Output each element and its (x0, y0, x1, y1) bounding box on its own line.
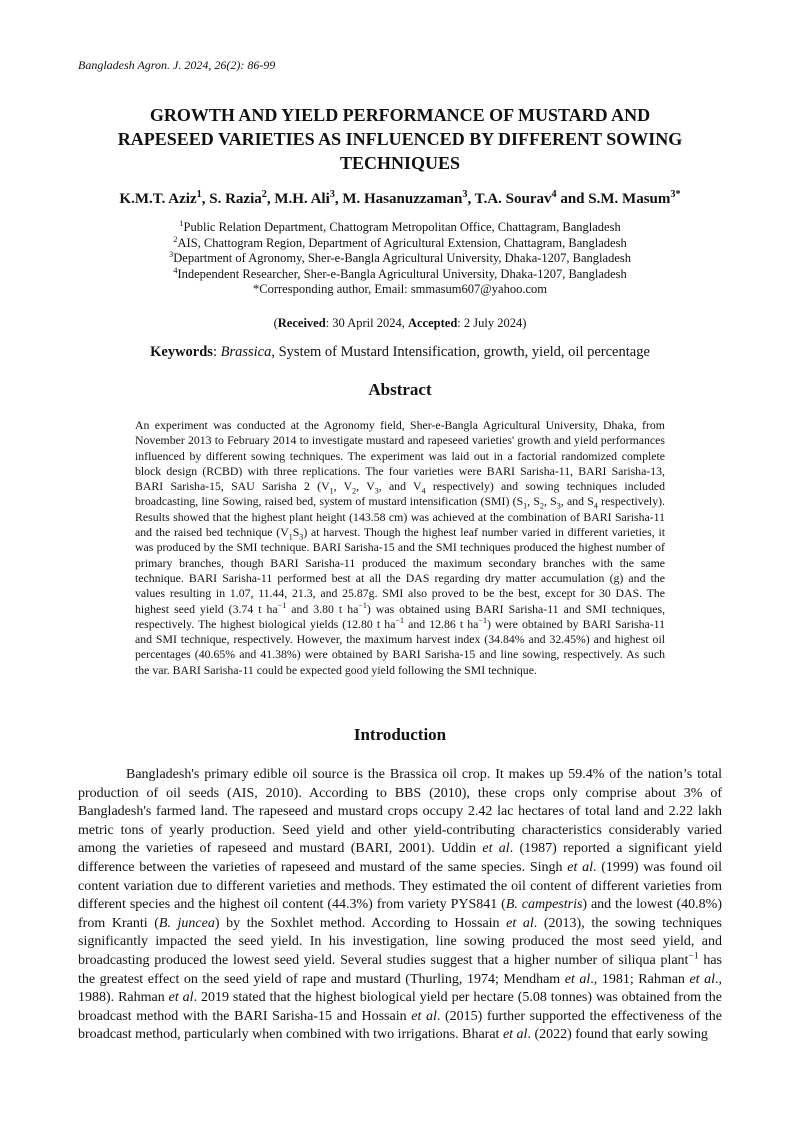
abstract-segment: V (366, 479, 375, 494)
abstract-segment: ) was obtained using BARI Sarisha-11 and SMI techniques, respectively. The highest biological yields (12.80 t ha (135, 601, 666, 631)
intro-segment: . (2022) found that early sowing (527, 1027, 708, 1043)
affiliation-text: Independent Researcher, Sher-e-Bangla Agricultural University, Dhaka-1207, Bangladesh (177, 266, 627, 281)
intro-italic: et al (567, 859, 594, 875)
intro-segment: . (1987) reported a significant yield difference between the varieties of rapeseed and mustard of the same species. Singh (78, 841, 722, 875)
abstract-segment: S (587, 494, 594, 509)
intro-segment: ) by the Soxhlet method. According to Hossain (214, 915, 507, 931)
abstract-segment: , (543, 494, 551, 509)
affiliation-mark: 2 (173, 233, 178, 244)
intro-italic: et al (502, 1027, 528, 1043)
abstract-segment: ) were obtained by BARI Sarisha-11 and SMI technique, respectively. However, the maximum harvest index (34.84% and 32.45%) and highest oil percentages (40.65% and 41.38%) were obtained by BARI Sarisha-15 and line sowing, respectively. As such the var. BARI Sarisha-11 could be expected good yield following the SMI technique. (135, 616, 665, 677)
keywords-line: Keywords: Brassica, System of Mustard Intensification, growth, yield, oil percentage (150, 344, 650, 360)
intro-italic: et al (689, 971, 716, 987)
subscript: 2 (352, 486, 357, 496)
abstract-heading: Abstract (368, 380, 432, 399)
abstract-segment: respectively) and sowing techniques included broadcasting, line Sowing, raised bed, system of mustard intensification (SMI) (S (135, 479, 666, 509)
abstract-segment: S (533, 494, 540, 509)
subscript: 3 (374, 486, 379, 496)
author-separator: and (556, 191, 589, 207)
subscript: 3 (556, 501, 561, 511)
intro-segment: . (1999) was found oil content variation due to different varieties and methods. They estimated the oil content of different varieties from different species and the highest oil content (44.3%) from variety PYS841 ( (78, 859, 722, 913)
superscript: −1 (358, 600, 367, 610)
abstract-segment: and 3.80 t ha (286, 601, 359, 616)
subscript: 1 (288, 532, 293, 542)
intro-italic: et al (482, 841, 510, 857)
intro-italic: et al (411, 1008, 437, 1024)
abstract-segment: An experiment was conducted at the Agronomy field, Sher-e-Bangla Agricultural University, Dhaka, from November 2013 to February 2014 to investigate mustard and rapeseed varieties' growth and yield performances influenced by different sowing techniques. The experiment was laid out in a factorial randomized complete block design (RCBD) with three replications. The four varieties were BARI Sarisha-11, BARI Sarisha-13, BARI Sarisha-15, SAU Sarisha 2 (V (135, 418, 665, 494)
abstract-segment: , (356, 479, 367, 494)
superscript: −1 (395, 615, 404, 625)
journal-citation: Bangladesh Agron. J. 2024, 26(2): 86-99 (78, 58, 276, 72)
introduction-text (78, 766, 722, 1045)
abstract-segment: S (292, 525, 300, 540)
intro-italic: et al (506, 915, 534, 931)
affiliation-text: Department of Agronomy, Sher-e-Bangla Agricultural University, Dhaka-1207, Bangladesh (173, 251, 631, 265)
accepted-label: Accepted (407, 316, 458, 330)
author-name: M. Hasanuzzaman (342, 191, 463, 207)
subscript: 4 (593, 501, 598, 511)
title-line: GROWTH AND YIELD PERFORMANCE OF MUSTARD AND (149, 105, 651, 125)
affiliation-mark: 4 (173, 264, 178, 275)
abstract-text (135, 418, 665, 678)
abstract-segment: , and (560, 494, 588, 509)
subscript: 1 (329, 486, 334, 496)
title-line: RAPESEED VARIETIES AS INFLUENCED BY DIFFERENT SOWING (117, 129, 683, 149)
intro-segment: . (2013), the sowing techniques significantly impacted the seed yield. In his investigation, line sowing produced the most seed yield, and broadcasting produced the lowest seed yield. Several studies suggest that a higher number of siliqua plant (78, 915, 722, 968)
abstract-segment: , (527, 494, 534, 509)
author-name: M.H. Ali (274, 191, 330, 207)
intro-italic: B. campestris (505, 897, 583, 913)
abstract-segment: , (333, 479, 344, 494)
affiliation (60, 264, 740, 283)
intro-italic: et al (168, 990, 194, 1006)
received-date: : 30 April 2024, (325, 316, 408, 330)
author-affiliation-mark: 4 (551, 189, 557, 200)
author-affiliation-mark: 3 (462, 189, 468, 200)
introduction-heading: Introduction (353, 725, 447, 744)
affiliation-list (60, 217, 740, 298)
subscript: 4 (421, 486, 426, 496)
subscript: 2 (539, 501, 544, 511)
subscript: 3 (299, 532, 304, 542)
received-accepted-dates: (Received: 30 April 2024, Accepted: 2 July 2024) (273, 316, 527, 330)
abstract-segment: S (550, 494, 557, 509)
abstract-segment: V (343, 479, 353, 494)
superscript: −1 (277, 600, 287, 610)
intro-segment: has the greatest effect on the seed yield of rape and mustard (Thurling, 1974; Mendham (78, 952, 722, 987)
paper-title (70, 103, 730, 175)
abstract-segment: respectively). Results showed that the highest plant height (143.58 cm) was achieved at the combination of BARI Sarisha-11 and the raised bed technique (V (135, 494, 665, 540)
author-name: S. Razia (209, 191, 262, 207)
author-affiliation-mark: 2 (261, 189, 267, 200)
superscript: −1 (688, 951, 699, 962)
affiliation-text: AIS, Chattogram Region, Department of Agricultural Extension, Chattagram, Bangladesh (177, 235, 627, 250)
author-separator: , (334, 191, 343, 207)
affiliation (60, 217, 740, 236)
intro-segment: ., 1981; Rahman (590, 971, 690, 987)
author-list (60, 191, 740, 208)
intro-segment: ) and the lowest (40.8%) from Kranti ( (78, 897, 722, 931)
affiliation-mark: 3 (169, 248, 174, 259)
accepted-date: : 2 July 2024) (457, 316, 527, 330)
author-affiliation-mark: 3* (670, 189, 681, 200)
abstract-segment: ) at harvest. Though the highest leaf number varied in different varieties, it was produced by the SMI technique. BARI Sarisha-15 and the SMI techniques produced the highest number of primary branches, though BARI Sarisha-11 produced the maximum secondary branches with the same technique. BARI Sarisha-11 performed best at all the DAS regarding dry matter accumulation (g) and the values resulting in 1.07, 11.44, 21.3, and 25.87g. SMI also proved to be the best, except for 30 DAS. The highest seed yield (3.74 t ha (135, 525, 665, 616)
author-affiliation-mark: 3 (329, 189, 335, 200)
superscript: −1 (478, 615, 487, 625)
received-label: Received (277, 316, 326, 330)
intro-italic: B. juncea (158, 915, 215, 931)
intro-segment: . (2015) further supported the effectiveness of the broadcast method, particularly when combined with two irrigations. Bharat (78, 1008, 722, 1043)
author-separator: , (266, 191, 275, 207)
keywords-rest: , System of Mustard Intensification, growth, yield, oil percentage (271, 344, 650, 360)
intro-italic: et al (564, 971, 591, 987)
affiliation-mark: 1 (179, 217, 184, 228)
intro-segment: ., 1988). Rahman (78, 971, 723, 1006)
subscript: 1 (523, 501, 528, 511)
corresponding-author: *Corresponding author, Email: smmasum607@yahoo.com (253, 282, 547, 296)
abstract-segment: , and (378, 479, 414, 494)
abstract-segment: V (413, 479, 422, 494)
abstract-segment: and 12.86 t ha (403, 616, 479, 631)
affiliation-text: Public Relation Department, Chattogram Metropolitan Office, Chattagram, Bangladesh (183, 220, 621, 234)
author-affiliation-mark: 1 (196, 189, 202, 200)
author-name: S.M. Masum (588, 191, 671, 207)
author-separator: , (467, 191, 475, 207)
keyword-brassica: Brassica (220, 344, 272, 360)
intro-segment: Bangladesh's primary edible oil source is the Brassica oil crop. It makes up 59.4% of the nation’s total production of oil seeds (AIS, 2010). According to BBS (2010), these crops only comprise about 3% of Bangladesh's farmed land. The rapeseed and mustard crops occupy 2.42 lac hectares of total land and 2.22 lakh metric tons of yearly production. Seed yield and other yield-contributing characteristics considerably varied among the varieties of rapeseed and mustard (BARI, 2001). Uddin (78, 767, 722, 857)
author-separator: , (201, 191, 210, 207)
affiliation (60, 233, 740, 252)
title-line: TECHNIQUES (339, 153, 461, 173)
author-name: T.A. Sourav (474, 191, 552, 207)
intro-segment: . 2019 stated that the highest biological yield per hectare (5.08 tonnes) was obtained from the broadcast method with the BARI Sarisha-15 and Hossain (78, 990, 722, 1024)
author-name: K.M.T. Aziz (119, 191, 197, 207)
affiliation (60, 248, 740, 267)
keywords-label: Keywords (150, 344, 213, 360)
